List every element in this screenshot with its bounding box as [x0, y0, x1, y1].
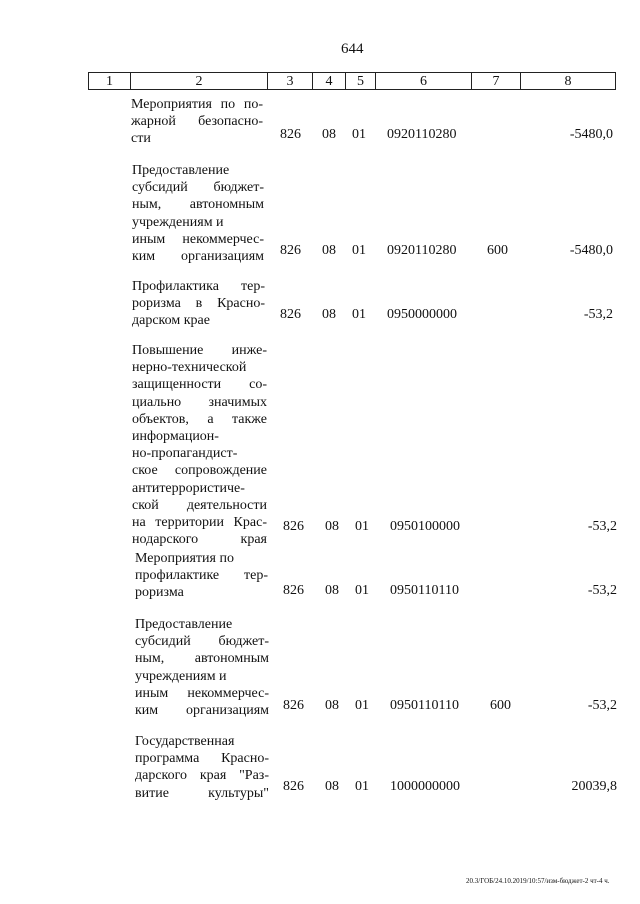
row-description: Предоставление субсидий бюджет- ным, автономным учреждениям и иным некоммерчес- ким организациям: [132, 163, 264, 265]
row-description: Мероприятия по профилактике тер- роризма: [135, 551, 268, 601]
row-cell-c4: 08: [322, 127, 336, 142]
row-cell-c5: 01: [355, 698, 369, 713]
row-cell-c5: 01: [355, 583, 369, 598]
header-cell-1: 1: [88, 72, 131, 90]
row-amount: -5480,0: [569, 243, 613, 258]
row-cell-c5: 01: [355, 519, 369, 534]
header-cell-6: 6: [376, 72, 472, 90]
row-amount: -53,2: [587, 519, 617, 534]
row-amount: -5480,0: [569, 127, 613, 142]
row-amount: -53,2: [583, 307, 613, 322]
row-cell-c6: 0950100000: [390, 519, 460, 534]
row-cell-c5: 01: [352, 243, 366, 258]
footer-note: 20.3/ГОБ/24.10.2019/10:57/изм-бюджет-2 чт-4 ч.: [466, 877, 610, 885]
row-cell-c4: 08: [322, 243, 336, 258]
row-description: Государственная программа Красно- дарского края "Раз- витие культуры": [135, 734, 269, 801]
row-cell-c7: 600: [487, 243, 508, 258]
row-cell-c3: 826: [283, 779, 304, 794]
row-description: Предоставление субсидий бюджет- ным, автономным учреждениям и иным некоммерчес- ким организациям: [135, 617, 269, 719]
row-cell-c5: 01: [352, 307, 366, 322]
row-cell-c3: 826: [280, 307, 301, 322]
row-amount: 20039,8: [571, 779, 617, 794]
row-cell-c6: 0950000000: [387, 307, 457, 322]
row-cell-c3: 826: [283, 698, 304, 713]
row-cell-c3: 826: [280, 127, 301, 142]
header-cell-4: 4: [313, 72, 346, 90]
row-cell-c6: 0950110110: [390, 698, 459, 713]
header-cell-8: 8: [521, 72, 616, 90]
row-cell-c5: 01: [355, 779, 369, 794]
row-cell-c4: 08: [325, 583, 339, 598]
row-amount: -53,2: [587, 698, 617, 713]
row-cell-c6: 0920110280: [387, 127, 457, 142]
row-amount: -53,2: [587, 583, 617, 598]
row-cell-c3: 826: [283, 519, 304, 534]
row-cell-c4: 08: [325, 779, 339, 794]
row-cell-c7: 600: [490, 698, 511, 713]
header-cell-5: 5: [346, 72, 376, 90]
header-cell-3: 3: [268, 72, 313, 90]
row-cell-c4: 08: [322, 307, 336, 322]
header-cell-7: 7: [472, 72, 521, 90]
row-description: Профилактика тер- роризма в Красно- дарском крае: [132, 279, 265, 329]
row-cell-c3: 826: [283, 583, 304, 598]
row-cell-c6: 0950110110: [390, 583, 459, 598]
page-number: 644: [341, 41, 364, 57]
row-description: Повышение инже- нерно-технической защищенности со- циально значимых объектов, а также информацион- но-пропагандист- ское сопровождение антитеррористиче- ской деятельности на территории Крас- нодарского края: [132, 343, 267, 548]
header-cell-2: 2: [131, 72, 268, 90]
row-cell-c5: 01: [352, 127, 366, 142]
row-cell-c4: 08: [325, 698, 339, 713]
row-cell-c6: 0920110280: [387, 243, 457, 258]
row-description: Мероприятия по по- жарной безопасно- сти: [131, 97, 263, 147]
row-cell-c4: 08: [325, 519, 339, 534]
row-cell-c6: 1000000000: [390, 779, 460, 794]
row-cell-c3: 826: [280, 243, 301, 258]
